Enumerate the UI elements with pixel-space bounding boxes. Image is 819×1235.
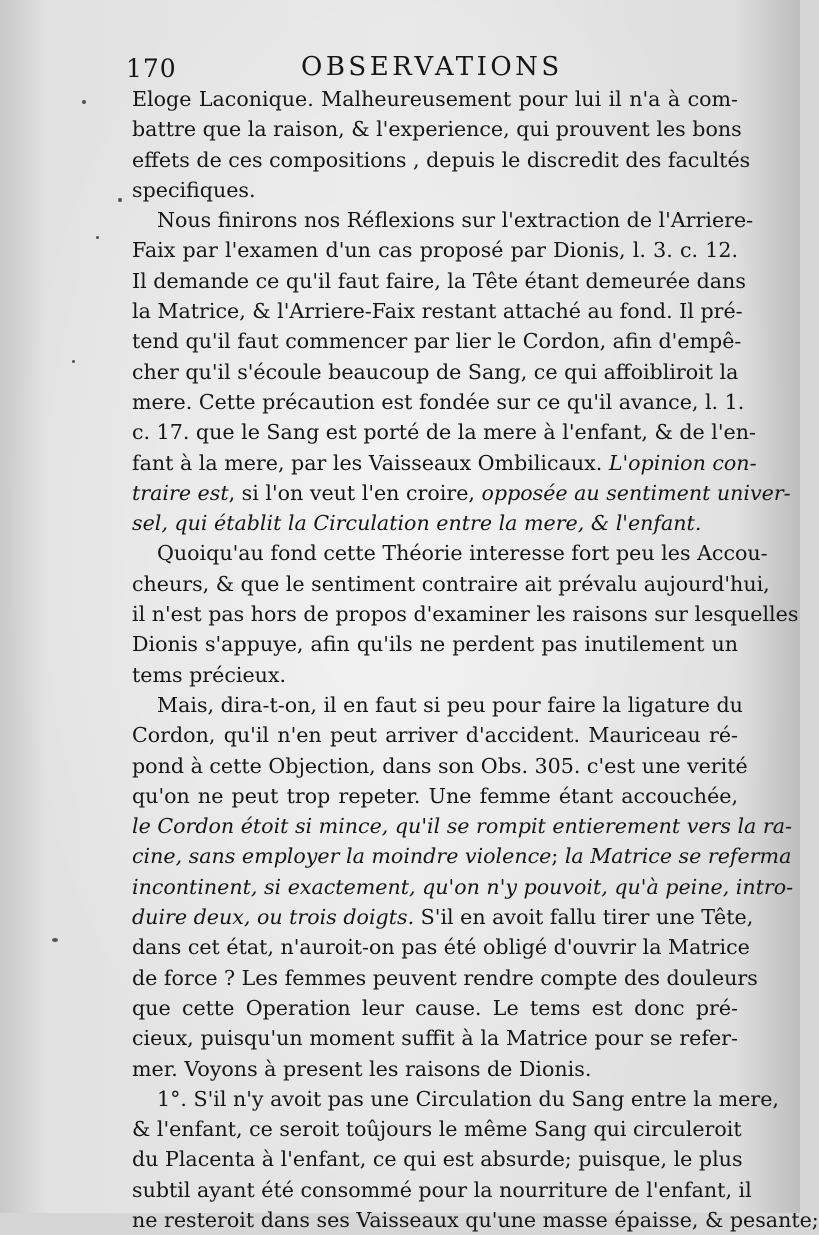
- text-line: [132, 1114, 742, 1144]
- text-line: [132, 266, 746, 296]
- text-line: [132, 932, 750, 962]
- text-line: [132, 448, 757, 478]
- text-segment: battre que la raison, & l'experience, qui prouvent les bons: [132, 117, 742, 142]
- text-segment: Faix par l'examen d'un cas proposé par Dionis, l. 3. c. 12.: [132, 238, 738, 263]
- italic-text: incontinent, si exactement, qu'on n'y pouvoit, qu'à peine, intro-: [132, 874, 794, 899]
- text-line: [132, 720, 738, 750]
- text-line: [132, 1175, 752, 1205]
- text-segment: qu'on ne peut trop repeter. Une femme étant accouchée,: [132, 783, 738, 808]
- text-segment: pond à cette Objection, dans son Obs. 305. c'est une verité: [132, 753, 748, 778]
- text-line: [132, 205, 754, 235]
- text-line: [132, 538, 768, 568]
- text-segment: Il demande ce qu'il faut faire, la Tête étant demeurée dans: [132, 268, 746, 293]
- text-line: [132, 145, 751, 175]
- text-segment: Nous finirons nos Réflexions sur l'extraction de l'Arriere-: [157, 208, 754, 233]
- text-line: [132, 326, 742, 356]
- page-speck: [96, 236, 99, 239]
- text-segment: ;: [551, 844, 565, 869]
- text-line: [132, 690, 743, 720]
- text-line: [132, 508, 738, 538]
- text-line: [132, 993, 738, 1023]
- text-segment: , si l'on veut l'en croire,: [228, 480, 482, 505]
- text-segment: Mais, dira-t-on, il en faut si peu pour faire la ligature du: [157, 692, 743, 717]
- text-line: [132, 963, 758, 993]
- page-number: 170: [126, 54, 177, 83]
- page-speck: [82, 100, 86, 104]
- italic-text: opposée au sentiment univer-: [481, 480, 791, 505]
- italic-text: L'opinion con-: [608, 450, 757, 475]
- text-line: [132, 841, 792, 871]
- text-segment: 1°. S'il n'y avoit pas une Circulation du Sang entre la mere,: [157, 1086, 779, 1111]
- text-segment: effets de ces compositions , depuis le discredit des facultés: [132, 147, 751, 172]
- text-segment: il n'est pas hors de propos d'examiner les raisons sur lesquelles: [132, 602, 799, 627]
- text-line: [132, 1144, 743, 1174]
- text-segment: Dionis s'appuye, afin qu'ils ne perdent pas inutilement un: [132, 632, 738, 657]
- text-segment: que cette Operation leur cause. Le tems est donc pré-: [132, 995, 738, 1020]
- page-speck: [72, 360, 75, 363]
- text-line: [132, 1205, 819, 1235]
- italic-text: sel, qui établit la Circulation entre la mere, & l'enfant.: [132, 511, 702, 536]
- text-line: [132, 1023, 738, 1053]
- text-segment: subtil ayant été consommé pour la nourriture de l'enfant, il: [132, 1177, 752, 1202]
- text-segment: Cordon, qu'il n'en peut arriver d'accident. Mauriceau ré-: [132, 723, 738, 748]
- text-segment: mer. Voyons à present les raisons de Dionis.: [132, 1056, 592, 1081]
- text-segment: dans cet état, n'auroit-on pas été obligé d'ouvrir la Matrice: [132, 935, 750, 960]
- text-segment: ne resteroit dans ses Vaisseaux qu'une masse épaisse, & pesante;: [132, 1207, 819, 1232]
- text-segment: la Matrice, & l'Arriere-Faix restant attaché au fond. Il pré-: [132, 299, 743, 324]
- text-segment: S'il en avoit fallu tirer une Tête,: [414, 905, 754, 930]
- text-segment: tems précieux.: [132, 662, 287, 687]
- text-segment: cher qu'il s'écoule beaucoup de Sang, ce qui affoibliroit la: [132, 359, 739, 384]
- text-line: [132, 175, 738, 205]
- page-speck: [52, 938, 58, 942]
- text-segment: Eloge Laconique. Malheureusement pour lui il n'a à com-: [132, 87, 738, 111]
- page-header: [126, 50, 736, 86]
- text-line: [132, 417, 756, 447]
- text-segment: mere. Cette précaution est fondée sur ce qu'il avance, l. 1.: [132, 389, 745, 414]
- italic-text: le Cordon étoit si mince, qu'il se rompit entierement vers la ra-: [132, 814, 792, 839]
- text-line: [132, 357, 738, 387]
- text-line: [132, 387, 745, 417]
- text-line: [132, 1084, 779, 1114]
- text-segment: & l'enfant, ce seroit toûjours le même Sang qui circuleroit: [132, 1117, 742, 1142]
- text-line: [132, 569, 770, 599]
- text-segment: cheurs, & que le sentiment contraire ait prévalu aujourd'hui,: [132, 571, 770, 596]
- text-segment: c. 17. que le Sang est porté de la mere à l'enfant, & de l'en-: [132, 420, 756, 445]
- text-segment: fant à la mere, par les Vaisseaux Ombilicaux.: [132, 450, 609, 475]
- text-line: [132, 629, 738, 659]
- text-segment: tend qu'il faut commencer par lier le Cordon, afin d'empê-: [132, 329, 742, 354]
- text-segment: de force ? Les femmes peuvent rendre compte des douleurs: [132, 965, 758, 990]
- text-line: [132, 781, 738, 811]
- italic-text: la Matrice se referma: [564, 844, 792, 869]
- text-line: [132, 84, 738, 114]
- body-text: [132, 84, 819, 1235]
- text-line: [132, 660, 738, 690]
- text-line: [132, 872, 794, 902]
- page-speck: [118, 198, 122, 202]
- text-line: [132, 751, 748, 781]
- text-segment: Quoiqu'au fond cette Théorie interesse fort peu les Accou-: [157, 541, 768, 566]
- italic-text: traire est: [132, 480, 229, 505]
- text-line: [132, 478, 791, 508]
- italic-text: duire deux, ou trois doigts.: [132, 905, 415, 930]
- italic-text: cine, sans employer la moindre violence: [132, 844, 552, 869]
- text-line: [132, 114, 742, 144]
- running-title: OBSERVATIONS: [301, 52, 563, 82]
- text-segment: specifiques.: [132, 177, 256, 202]
- text-line: [132, 1054, 738, 1084]
- text-line: [132, 296, 743, 326]
- text-line: [132, 599, 799, 629]
- text-segment: cieux, puisqu'un moment suffit à la Matrice pour se refer-: [132, 1026, 738, 1051]
- text-line: [132, 811, 792, 841]
- text-line: [132, 902, 754, 932]
- text-segment: du Placenta à l'enfant, ce qui est absurde; puisque, le plus: [132, 1147, 743, 1172]
- text-line: [132, 235, 738, 265]
